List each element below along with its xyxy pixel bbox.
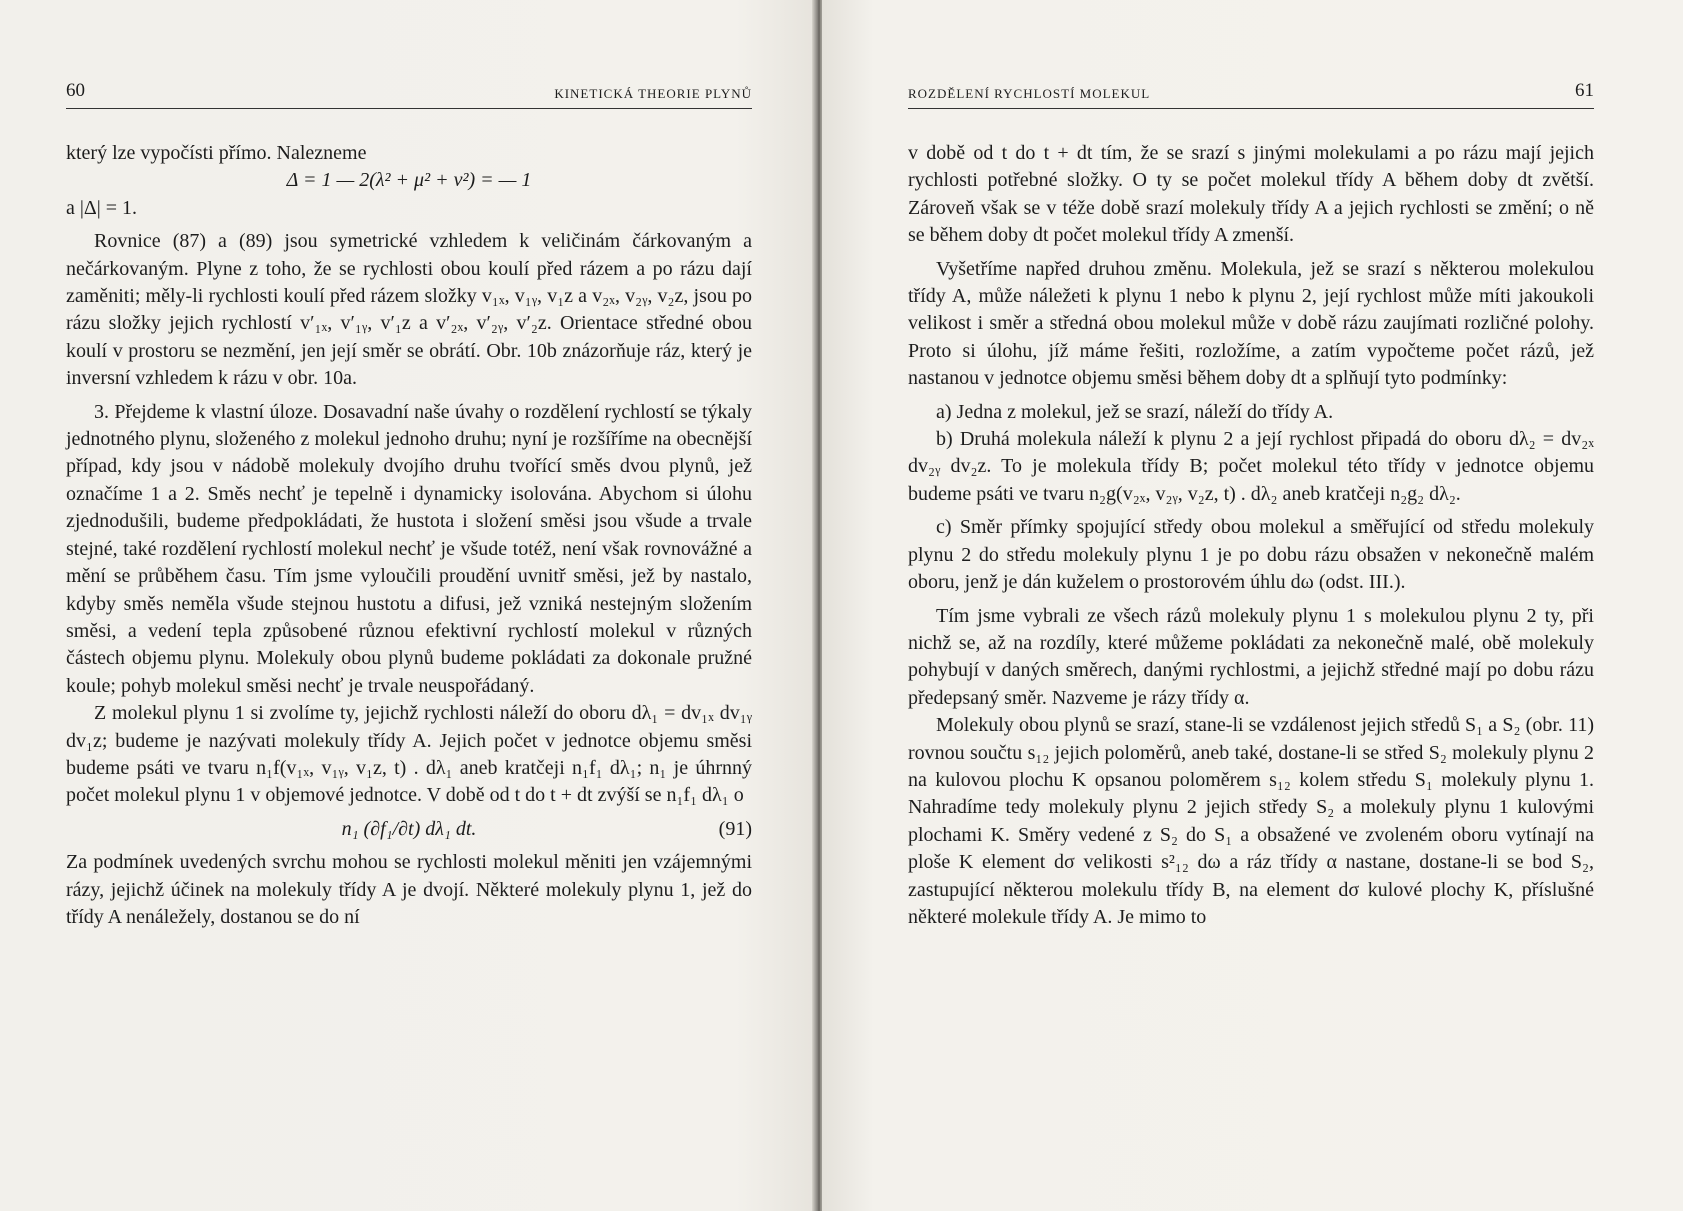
paragraph: Za podmínek uvedených svrchu mohou se rychlosti molekul měniti jen vzájemnými rázy, jejichž účinek na molekuly třídy A je dvojí. Některé molekuly plynu 1, jež do třídy A nenáležely, dostanou se do ní bbox=[66, 851, 752, 928]
paragraph: Molekuly obou plynů se srazí, stane-li se vzdálenost jejich středů S₁ a S₂ (obr. 11) rovnou součtu s₁₂ jejich poloměrů, aneb také, dostane-li se střed S₂ molekuly plynu 2 na kulovou plochu K opsanou poloměrem s₁₂ kolem středu S₁ molekuly plynu 1. Nahradíme tedy molekuly plynu 2 jejich středy S₂ a molekuly plynu 1 kulovými plochami K. Směry vedené z S₂ do S₁ a obsažené ve zvoleném oboru vytínají na ploše K element dσ velikosti s²₁₂ dω a ráz třídy α nastane, dostane-li se bod S₂, zastupující některou molekulu třídy B, na element dσ kulové plochy K, příslušné některé molekule třídy A. Je mimo to bbox=[908, 714, 1594, 928]
list-item-b: b) Druhá molekula náleží k plynu 2 a její rychlost připadá do oboru dλ₂ = dv₂ₓ dv₂ᵧ dv₂z. To je molekula třídy B; počet molekul této třídy v jednotce objemu budeme psáti ve tvaru n₂g(v₂ₓ, v₂ᵧ, v₂z, t) . dλ₂ aneb kratčeji n₂g₂ dλ₂. bbox=[908, 428, 1594, 505]
page-body bbox=[908, 140, 1594, 931]
chapter-title: ROZDĚLENÍ RYCHLOSTÍ MOLEKUL bbox=[908, 86, 1151, 101]
running-head bbox=[66, 80, 752, 109]
list-item-c: c) Směr přímky spojující středy obou molekul a směřující od středu molekuly plynu 2 do středu molekuly plynu 1 je po dobu rázu obsažen v nekonečně malém oboru, jenž je dán kuželem o prostorovém úhlu dω (odst. III.). bbox=[908, 516, 1594, 594]
paragraph: který lze vypočísti přímo. Nalezneme bbox=[66, 142, 367, 164]
page-number: 61 bbox=[1575, 80, 1594, 101]
list-item-a: a) Jedna z molekul, jež se srazí, náleží do třídy A. bbox=[936, 400, 1334, 423]
paragraph: v době od t do t + dt tím, že se srazí s jinými molekulami a po rázu mají jejich rychlosti potřebné složky. O ty se počet molekul třídy A během doby dt zvětší. Zároveň však se v téže době srazí molekuly třídy A a jejich rychlosti se změní; o ně se během doby dt počet molekul třídy A zmenší. bbox=[908, 142, 1594, 247]
paragraph: Vyšetříme napřed druhou změnu. Molekula, jež se srazí s některou molekulou třídy A, může náležeti k plynu 1 nebo k plynu 2, její rychlost může míti jakoukoli velikost i směr a středná obou molekul může v době rázu zaujímati rozličné polohy. Proto si úlohu, jíž máme řešiti, rozložíme, a zatím vypočteme počet rázů, jež nastanou v jednotce objemu směsi během doby dt a splňují tyto podmínky: bbox=[908, 257, 1594, 390]
equation: Δ = 1 — 2(λ² + μ² + ν²) = — 1 bbox=[286, 169, 532, 192]
page-body bbox=[66, 140, 752, 931]
equation-number: (91) bbox=[718, 817, 752, 840]
paragraph: Tím jsme vybrali ze všech rázů molekuly plynu 1 s molekulou plynu 2 ty, při nichž se, až na rozdíly, které můžeme pokládati za nekonečně malé, obě molekuly pohybují v daných směrech, danými rychlostmi, a jejichž středné mají po dobu rázu předepsaný směr. Nazveme je rázy třídy α. bbox=[908, 604, 1594, 709]
equation-91 bbox=[66, 816, 752, 843]
chapter-title: KINETICKÁ THEORIE PLYNŮ bbox=[554, 86, 752, 101]
paragraph: Rovnice (87) a (89) jsou symetrické vzhledem k veličinám čárkovaným a nečárkovaným. Plyne z toho, že se rychlosti obou koulí před rázem a po rázu dají zaměniti; měly-li rychlosti koulí před rázem složky v₁ₓ, v₁ᵧ, v₁z a v₂ₓ, v₂ᵧ, v₂z, jsou po rázu složky jejich rychlostí v′₁ₓ, v′₁ᵧ, v′₁z a v′₂ₓ, v′₂ᵧ, v′₂z. Orientace středné obou koulí v prostoru se nezmění, jen její směr se obrátí. Obr. 10b znázorňuje ráz, který je inversní vzhledem k rázu v obr. 10a. bbox=[66, 230, 752, 390]
page-number: 60 bbox=[66, 80, 85, 101]
right-page bbox=[822, 0, 1683, 1211]
paragraph: Z molekul plynu 1 si zvolíme ty, jejichž rychlosti náleží do oboru dλ₁ = dv₁ₓ dv₁ᵧ dv₁z; budeme je nazývati molekuly třídy A. Jejich počet v jednotce objemu směsi budeme psáti ve tvaru n₁f(v₁ₓ, v₁ᵧ, v₁z, t) . dλ₁ aneb kratčeji n₁f₁ dλ₁; n₁ je úhrnný počet molekul plynu 1 v objemové jednotce. V době od t do t + dt zvýší se n₁f₁ dλ₁ o bbox=[66, 702, 752, 807]
left-page bbox=[0, 0, 818, 1211]
equation-body: n₁ (∂f₁/∂t) dλ₁ dt. bbox=[341, 817, 477, 840]
paragraph: a |Δ| = 1. bbox=[66, 196, 138, 219]
running-head bbox=[908, 80, 1594, 109]
paragraph: 3. Přejdeme k vlastní úloze. Dosavadní naše úvahy o rozdělení rychlostí se týkaly jednotného plynu, složeného z molekul jednoho druhu; nyní je rozšíříme na obecnější případ, kdy jsou v nádobě molekuly dvojího druhu tvořící směs dvou plynů, jež označíme 1 a 2. Směs nechť je tepelně i dynamicky isolována. Abychom si úlohu zjednodušili, budeme předpokládati, že hustota i složení směsi jsou všude a trvale stejné, také rozdělení rychlostí molekul nechť je všude totéž, není však rovnovážné a mění se průběhem času. Tím jsme vyloučili proudění uvnitř směsi, jež by nastalo, kdyby směs neměla všude stejnou hustotu a difusi, jež vzniká nestejným složením směsi, a vedení tepla způsobené různou efektivní rychlostí molekul v různých částech objemu plynu. Molekuly obou plynů budeme pokládati za dokonale pružné koule; pohyb molekul směsi nechť je trvale neuspořádaný. bbox=[66, 400, 752, 697]
